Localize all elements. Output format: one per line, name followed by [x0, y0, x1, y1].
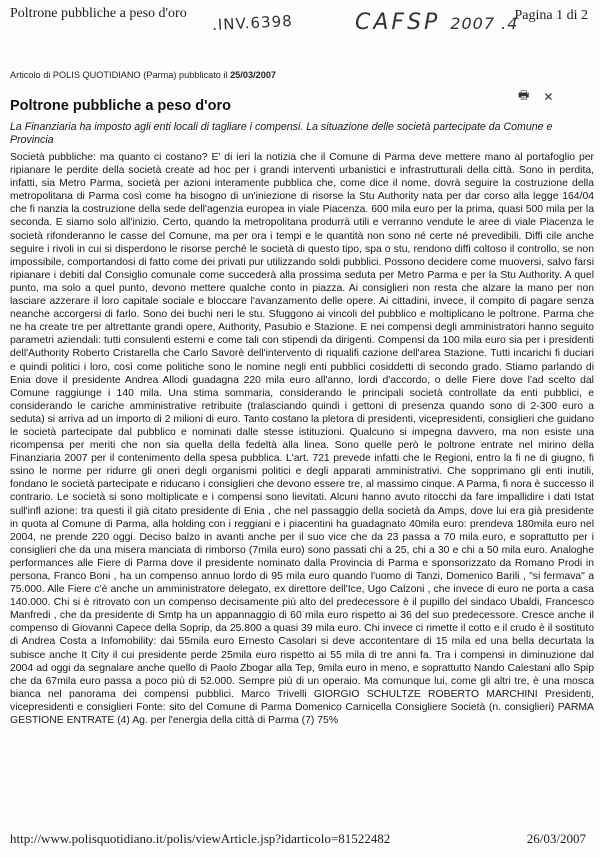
archive-code: CAFSP	[355, 10, 441, 35]
archive-code-suffix: 2007 .4	[450, 14, 519, 33]
inventory-stamp: .INV.6398	[211, 11, 294, 35]
printer-icon[interactable]: 🖶	[518, 88, 530, 102]
article-toolbar	[518, 86, 553, 107]
meta-prefix: Articolo di POLIS QUOTIDIANO (Parma) pubblicato il	[10, 70, 231, 80]
close-icon[interactable]: ✕	[543, 89, 554, 104]
article-title: Poltrone pubbliche a peso d'oro	[10, 98, 231, 114]
footer-url[interactable]: http://www.polisquotidiano.it/polis/viewArticle.jsp?idarticolo=81522482	[10, 831, 391, 846]
header-doc-title: Poltrone pubbliche a peso d'oro	[10, 6, 187, 21]
footer-date: 26/03/2007	[526, 831, 586, 846]
archive-code-stamp	[355, 10, 518, 35]
page-indicator: Pagina 1 di 2	[514, 8, 588, 23]
article-body: Società pubbliche: ma quanto ci costano? E' di ieri la notizia che il Comune di Parma deve mettere mano al portafoglio per ripianare le perdite della società create ad hoc per i grandi interventi urbanistici e infrastrutturali della città. Sono in perdita, infatti, sia Metro Parma, società per azioni interamente pubblica che, come dice il nome, dovrà seguire la costruzione della metropolitana di Parma così come ha bisogno di un'iniezione di risorse la Stu Authority nata per dar corso alla legge 164/04 che fi nanzia la costruzione della sede dell'agenzia europea in viale Piacenza. 600 mila euro per la prima, quasi 500 mila per la seconda. E siamo solo all'inizio. Certo, quando la metropolitana produrrà utili e verranno vendute le aree di viale Piacenza le società rifonderanno le casse del Comune, ma per ora i tempi e le quantità non sono né certe né prevedibili. Diffi cile anche seguire i rivoli in cui si disperdono le risorse perché le società di questo tipo, spa o stu, rendono diffi coltoso il controllo, se non impossibile, comportandosi di fatto come dei privati pur utilizzando soldi pubblici. Possono decidere come muoversi, salvo farsi ripianare i debiti dal Consiglio comunale come succederà alla prossima seduta per Metro Parma e per la Stu Authority. A quel punto, ma solo a quel punto, devono mettere qualche conto in piazza. Ai consiglieri non resta che alzare la mano per non lasciare azzerare il loro capitale sociale e bloccare l'avanzamento delle opere. Ai cittadini, invece, il compito di pagare senza neanche accorgersi di farlo. Sono dei buchi neri le stu. Sfuggono ai vincoli del pubblico e moltiplicano le poltrone. Parma che ne ha create tre per altrettante grandi opere, Authority, Pasubio e Stazione. E nei compensi degli amministratori hanno seguito parametri aziendali: tutti consulenti esterni e come tali con stipendi da dirigenti. Compensi da 100 mila euro sia per i presidenti dell'Authority Roberto Cristarella che Carlo Savorè dell'intervento di riqualifi cazione dell'area Stazione. Tutti incarichi fi duciari e quindi politici i loro, così come politiche sono le nomine negli enti pubblici cosiddetti di secondo grado. Stiamo parlando di Enia dove il presidente Andrea Allodi guadagna 220 mila euro all'anno, lordi d'accordo, o delle Fiere dove l'ad scelto dal Comune raggiunge i 140 mila. Una stima sommaria, considerando le principali società controllate da enti pubblici, e considerando le cariche amministrative retribuite (tralasciando quindi i gettoni di presenza quando sono di 2-300 euro a seduta) si arriva ad un importo di 2 milioni di euro. Tanto costano la pletora di presidenti, vicepresidenti, consiglieri che guidano le società partecipate dal pubblico e nominati dalle stesse istituzioni. Qualcuno si impegna davvero, ma non esiste una ricompensa per meriti che non sia quella della fedeltà alla linea. Sono quelle però le poltrone entrate nel mirino della Finanziaria 2007 per il contenimento della spesa pubblica. L'art. 721 prevede infatti che le Regioni, entro la fi ne di giugno, fi ssino le norme per ridurre gli oneri degli organismi politici e degli apparati amministrativi. Che sopprimano gli enti inutili, fondano le società partecipate e riducano i consiglieri che devono essere tre, al massimo cinque. A Parma, fi nora è successo il contrario. Le società si sono moltiplicate e i compensi sono lievitati. Alcuni hanno avuto ritocchi da fare impallidire i dati Istat sull'infl azione: tra questi il già citato presidente di Enia , che nel passaggio della società da Amps, dove lui era già presidente in quota al Comune di Parma, alla holding con i reggiani e i piacentini ha guadagnato 40mila euro: prendeva 180mila euro nel 2004, ne prende 220 oggi. Deciso balzo in avanti anche per il suo vice che da 23 passa a 70 mila euro, e soprattutto per i consiglieri che da una misera manciata di rimborso (7mila euro) sono passati chi a 25, chi a 30 e chi a 50 mila euro. Analoghe performances alle Fiere di Parma dove il presidente nominato dalla Provincia di Parma e sponsorizzato da Romano Prodi in persona, Franco Boni , ha un compenso annuo lordo di 95 mila euro quando l'uomo di Tanzi, Domenico Barili , "si fermava" a 75.000. Alle Fiere c'è anche un amministratore delegato, ex direttore dell'Ice, Ugo Calzoni , che invece di euro ne porta a casa 140.000. Chi si è ritrovato con un compenso decisamente più alto del predecessore è il pupillo del sindaco Ubaldi, Francesco Manfredi , che da presidente di Smtp ha un appannaggio di 60 mila euro rispetto ai 36 del suo predecessore. Cresce anche il compenso di Giovanni Capece della Soprip, da 25.800 a quasi 39 mila euro. Chi invece ci rimette il cotto e il crudo è il sostituto di Andrea Costa a Infomobility: dai 55mila euro Ernesto Casolari si deve accontentare di 15 mila ed una bella decurtata la subisce anche It City il cui presidente perde 25mila euro rispetto ai 55 mila di tre anni fa. Tra i compensi in diminuzione dal 2004 ad oggi da segnalare anche quello di Paolo Zbogar alla Tep, 9mila euro in meno, e soprattutto Nando Calestani allo Spip che da 67mila euro passa a poco più di 52.000. Sempre più di un operaio. Ma comunque lui, come gli altri tre, è una mosca bianca nel panorama dei compensi pubblici. Marco Trivelli GIORGIO SCHULTZE ROBERTO MARCHINI Presidenti, vicepresidenti e consiglieri Fonte: sito del Comune di Parma Domenico Carnicella Consigliere Società (n. consiglieri) PARMA GESTIONE ENTRATE (4) Ag. per l'energia della città di Parma (7) 75%	[10, 152, 594, 727]
article-meta	[10, 70, 276, 80]
meta-date: 25/03/2007	[230, 70, 277, 80]
article-subtitle: La Finanziaria ha imposto agli enti locali di tagliare i compensi. La situazione delle società partecipate da Comune e Provincia	[10, 121, 553, 147]
